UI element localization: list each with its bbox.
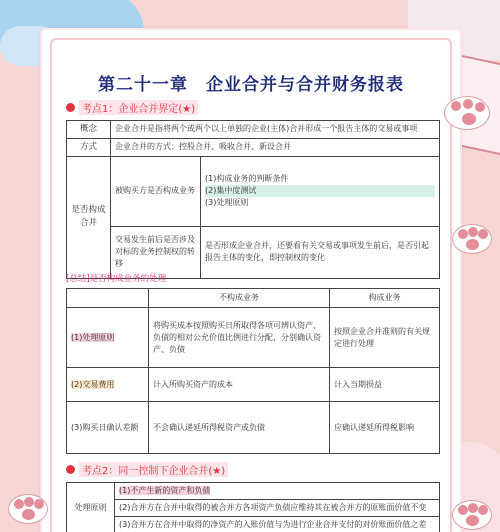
paw-decoration [452,500,492,530]
bullet-icon [66,103,75,112]
row-label: (1)处理原则 [67,308,149,368]
column-header: 不构成业务 [149,289,330,308]
bullet-icon [66,465,75,474]
paw-decoration [444,96,490,130]
criterion-detail: (1)构成业务的判断条件 (2)集中度测试 (3)处理原则 [201,156,440,226]
business-summary-table [66,288,440,454]
section-heading-1: 考点1：企业合并界定(★) [66,100,198,115]
cell: 计入所购买资产的成本 [149,368,330,402]
row-key: 概念 [67,121,111,139]
paw-decoration [8,494,48,524]
row-key: 是否构成合并 [67,156,111,278]
criterion-cell: 被购买方是否构成业务 [111,156,201,226]
row-label: (3)购买日确认差额 [67,402,149,454]
principle-item: (3)合并方在合并中取得的净资产的入账价值与为进行企业合并支付的对价账面价值之差 [115,517,440,532]
row-value: 企业合并是指将两个或两个以上单独的企业(主体)合并形成一个报告主体的交易或事项 [111,121,440,139]
row-value: 企业合并的方式：控股合并、吸收合并、新设合并 [111,138,440,156]
criterion-detail: 是否形成企业合并，还要看有关交易或事项发生前后，是否引起报告主体的变化，即控制权的变化 [201,226,440,278]
section-heading-2: 考点2：同一控制下企业合并(★) [66,462,228,477]
principle-table [66,482,440,532]
definition-table [66,120,440,279]
row-key: 处理原则 [67,483,115,532]
note-page [42,30,460,532]
paw-decoration [452,224,492,254]
summary-heading: [总结]是否构成业务的处理 [66,274,167,284]
cell: 计入当期损益 [330,368,440,402]
row-key: 方式 [67,138,111,156]
cell: 按照企业合并准则的有关规定进行处理 [330,308,440,368]
row-label: (2)交易费用 [67,368,149,402]
principle-item: (1)不产生新的资产和负债 [115,483,440,500]
cell: 应确认递延所得税影响 [330,402,440,454]
criterion-cell: 交易发生前后是否涉及对标的业务控制权的转移 [111,226,201,278]
page-title: 第二十一章 企业合并与合并财务报表 [98,75,404,95]
cell: 不会确认递延所得税资产或负债 [149,402,330,454]
cell: 将购买成本按照购买日所取得各项可辨认资产、负债的相对公允价值比例进行分配，分别确认资产、负债 [149,308,330,368]
column-header: 构成业务 [330,289,440,308]
principle-item: (2)合并方在合并中取得的被合并方各项资产负债应维持其在被合并方的原账面价值不变 [115,500,440,517]
